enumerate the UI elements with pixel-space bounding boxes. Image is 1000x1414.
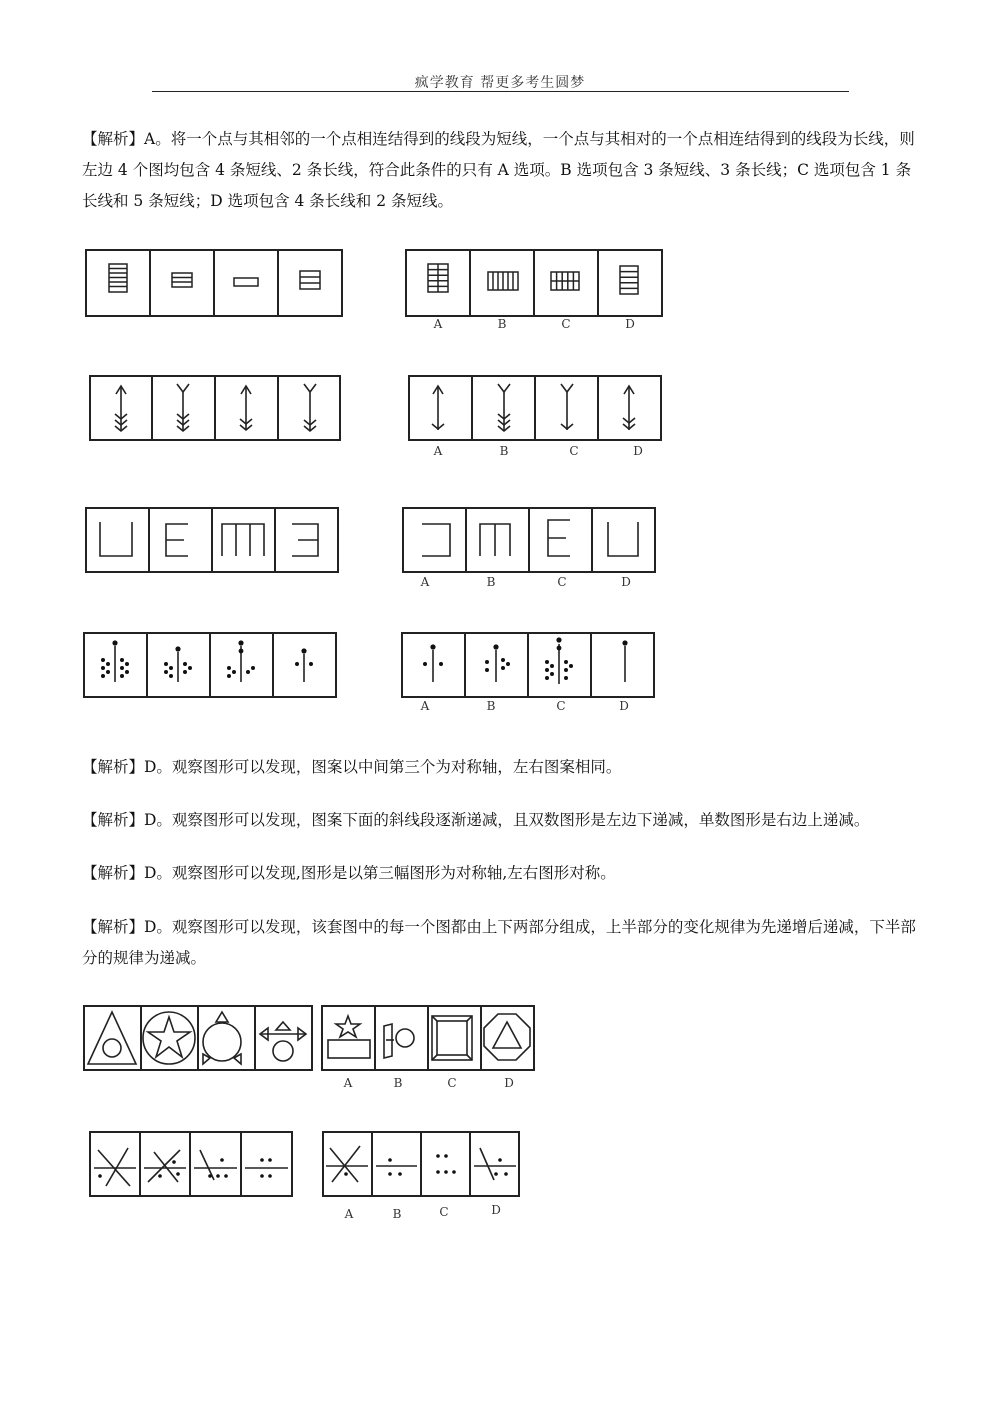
option-label-b: B [392, 1207, 402, 1221]
option-label-a: A [343, 1076, 353, 1090]
option-label-a: A [420, 699, 430, 713]
puzzle-6-options [323, 1132, 519, 1196]
option-label-b: B [393, 1076, 403, 1090]
dot-marks [98, 637, 627, 1177]
option-label-d: D [619, 699, 629, 713]
option-label-a: A [344, 1207, 354, 1221]
puzzle-6-question [90, 1132, 292, 1196]
puzzle-3-question [86, 508, 338, 572]
puzzle-1-question [86, 250, 342, 316]
puzzle-5-question [84, 1006, 312, 1070]
analysis-paragraph-1: 【解析】A。将一个点与其相邻的一个点相连结得到的线段为短线，一个点与其相对的一个点相连结得到的线段为长线，则左边 4 个图均包含 4 条短线、2 条长线，符合此条件的只有 A 选项。B 选项包含 3 条短线、3 条长线；C 选项包含 1 条长线和 5 条短线；D 选项包含 4 条长线和 2 条短线。 [82, 130, 915, 210]
option-label-a: A [420, 575, 430, 589]
option-label-c: C [561, 317, 571, 331]
option-label-c: C [556, 699, 566, 713]
option-label-d: D [491, 1203, 501, 1217]
option-label-d: D [633, 444, 643, 458]
puzzle-3-options [403, 508, 655, 572]
option-label-b: B [497, 317, 507, 331]
option-label-d: D [625, 317, 635, 331]
option-label-c: C [557, 575, 567, 589]
option-label-a: A [433, 444, 443, 458]
analysis-paragraph-2: 【解析】D。观察图形可以发现，图案以中间第三个为对称轴，左右图案相同。 [82, 758, 622, 776]
option-label-c: C [569, 444, 579, 458]
puzzle-5-options [322, 1006, 534, 1070]
option-label-c: C [439, 1205, 449, 1219]
puzzle-2-question [90, 376, 340, 440]
option-label-a: A [433, 317, 443, 331]
option-label-b: B [499, 444, 509, 458]
analysis-paragraph-4: 【解析】D。观察图形可以发现,图形是以第三幅图形为对称轴,左右图形对称。 [82, 864, 616, 882]
analysis-paragraph-5: 【解析】D。观察图形可以发现，该套图中的每一个图都由上下两部分组成，上半部分的变化规律为先递增后递减，下半部分的规律为递减。 [82, 918, 916, 967]
puzzle-1-options [406, 250, 662, 316]
option-label-b: B [486, 699, 496, 713]
option-label-d: D [621, 575, 631, 589]
analysis-paragraph-3: 【解析】D。观察图形可以发现，图案下面的斜线段逐渐递减，且双数图形是左边下递减，单数图形是右边上递减。 [82, 811, 870, 829]
option-label-c: C [447, 1076, 457, 1090]
header-title: 疯学教育 帮更多考生圆梦 [414, 75, 586, 91]
option-label-b: B [486, 575, 496, 589]
puzzle-2-options [409, 376, 661, 440]
option-label-d: D [504, 1076, 514, 1090]
